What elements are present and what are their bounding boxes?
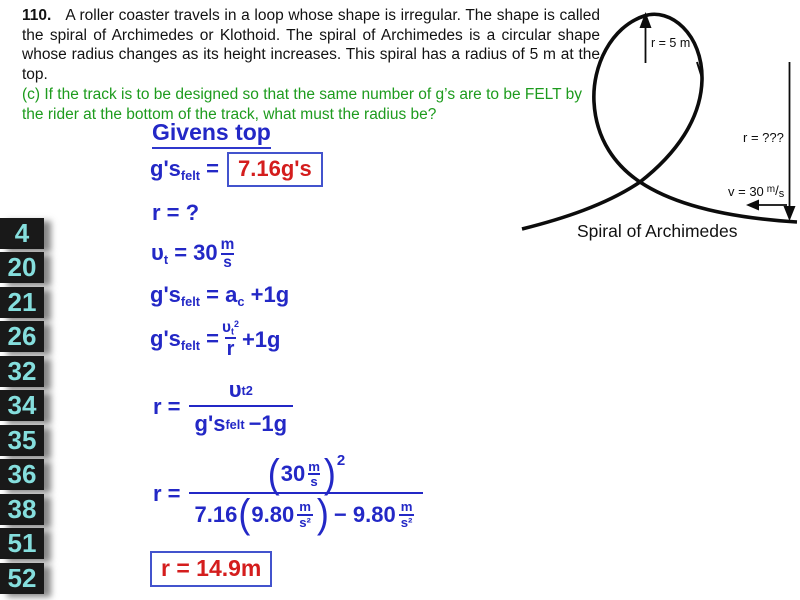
given-velocity bbox=[151, 237, 237, 270]
velocity-arrowhead bbox=[746, 200, 759, 211]
boxed-g-value: 7.16g's bbox=[227, 152, 323, 187]
slide-nav-item-35[interactable]: 35 bbox=[0, 425, 44, 456]
diagram-caption: Spiral of Archimedes bbox=[577, 221, 738, 241]
work-title: Givens top bbox=[152, 119, 271, 149]
problem-number: 110. bbox=[22, 7, 52, 24]
radius-bottom-label: r = ??? bbox=[743, 130, 784, 145]
minus-1g: −1g bbox=[248, 411, 288, 436]
eq-radius-numeric: r = ( 30 $\frac{m}{s}$ ) 2 7.16 ( 9.80 $\frac{m}{\text{s²}}$ ) − 9.80 $\frac{m}{\text{s²}}$ bbox=[153, 458, 423, 531]
slide-nav-item-36[interactable]: 36 bbox=[0, 459, 44, 490]
problem-part-c: (c) If the track is to be designed so that the same number of g’s are to be FELT by the rider at the bottom of the track, what must the radius be? bbox=[22, 86, 583, 123]
gs-symbol: g's bbox=[150, 156, 181, 182]
work-title-wrap bbox=[152, 119, 271, 149]
m-over-s2: $\frac{m}{\text{s²}}$ bbox=[299, 499, 311, 530]
squared-exponent: 2 bbox=[336, 451, 346, 469]
m-over-s: $\frac{m}{s}$ bbox=[220, 236, 235, 271]
slide-nav-item-32[interactable]: 32 bbox=[0, 356, 44, 387]
given-radius-unknown: r = ? bbox=[152, 200, 200, 225]
slide-nav-item-20[interactable]: 20 bbox=[0, 252, 44, 283]
slide-nav-item-38[interactable]: 38 bbox=[0, 494, 44, 525]
equals-sign: = bbox=[206, 156, 220, 182]
m-over-s2: $\frac{m}{\text{s²}}$ bbox=[400, 499, 413, 530]
eq-gs-ac: g'sfelt = ac +1g bbox=[150, 282, 290, 309]
plus-1g: +1g bbox=[250, 282, 290, 307]
slide-nav-item-4[interactable]: 4 bbox=[0, 218, 44, 249]
radius-numeric-fraction: ( 30 $\frac{m}{s}$ ) 2 7.16 ( 9.80 $\frac{m}{\text{s²}}$ ) − 9.80 $\frac{m}{\text{s²}}$ bbox=[189, 458, 424, 531]
slide-nav-item-21[interactable]: 21 bbox=[0, 287, 44, 318]
c-subscript: c bbox=[237, 293, 245, 309]
equals-30: = 30 bbox=[174, 240, 218, 266]
ac-symbol: a bbox=[225, 282, 238, 307]
radius-bottom-arrowhead bbox=[784, 206, 796, 221]
velocity-label: v = 30 $^m$/s bbox=[728, 183, 785, 200]
eq-radius-formula bbox=[153, 377, 293, 437]
radius-top-label: r = 5 m bbox=[651, 36, 691, 50]
r-equals: r = bbox=[153, 394, 181, 419]
problem-text: A roller coaster travels in a loop whose shape is irregular. The shape is called the spiral of Archimedes or Klothoid. The spiral of Archimedes is a circular shape whose radius changes as its height increases. This spiral has a radius of 5 m at the top. bbox=[22, 7, 600, 83]
answer-row bbox=[150, 551, 272, 587]
slide-nav-item-26[interactable]: 26 bbox=[0, 321, 44, 352]
upsilon-symbol: υ bbox=[151, 240, 164, 266]
slide-nav-item-51[interactable]: 51 bbox=[0, 528, 44, 559]
v2-over-r: $\frac{\upsilon t^2}{r}$ bbox=[222, 319, 239, 360]
close-paren: ) bbox=[323, 450, 336, 496]
slide-nav-item-52[interactable]: 52 bbox=[0, 563, 44, 594]
answer-box: r = 14.9m bbox=[150, 551, 272, 587]
m-over-s: $\frac{m}{s}$ bbox=[308, 458, 320, 490]
eq-gs-v2r: g'sfelt = $\frac{\upsilon t^2}{r}$ +1g bbox=[150, 319, 281, 360]
value-30: 30 bbox=[280, 461, 306, 487]
coefficient-716: 7.16 bbox=[194, 501, 238, 527]
given-gs-felt bbox=[150, 152, 323, 187]
t-subscript: t bbox=[163, 252, 169, 268]
loop-diagram bbox=[500, 0, 800, 248]
minus-980: − 9.80 bbox=[333, 501, 396, 527]
slide-nav-item-34[interactable]: 34 bbox=[0, 390, 44, 421]
open-paren: ( bbox=[267, 450, 280, 496]
radius-formula-fraction: υ t 2 g's felt −1g bbox=[189, 377, 294, 437]
value-980: 9.80 bbox=[251, 501, 295, 527]
felt-subscript: felt bbox=[180, 167, 201, 183]
